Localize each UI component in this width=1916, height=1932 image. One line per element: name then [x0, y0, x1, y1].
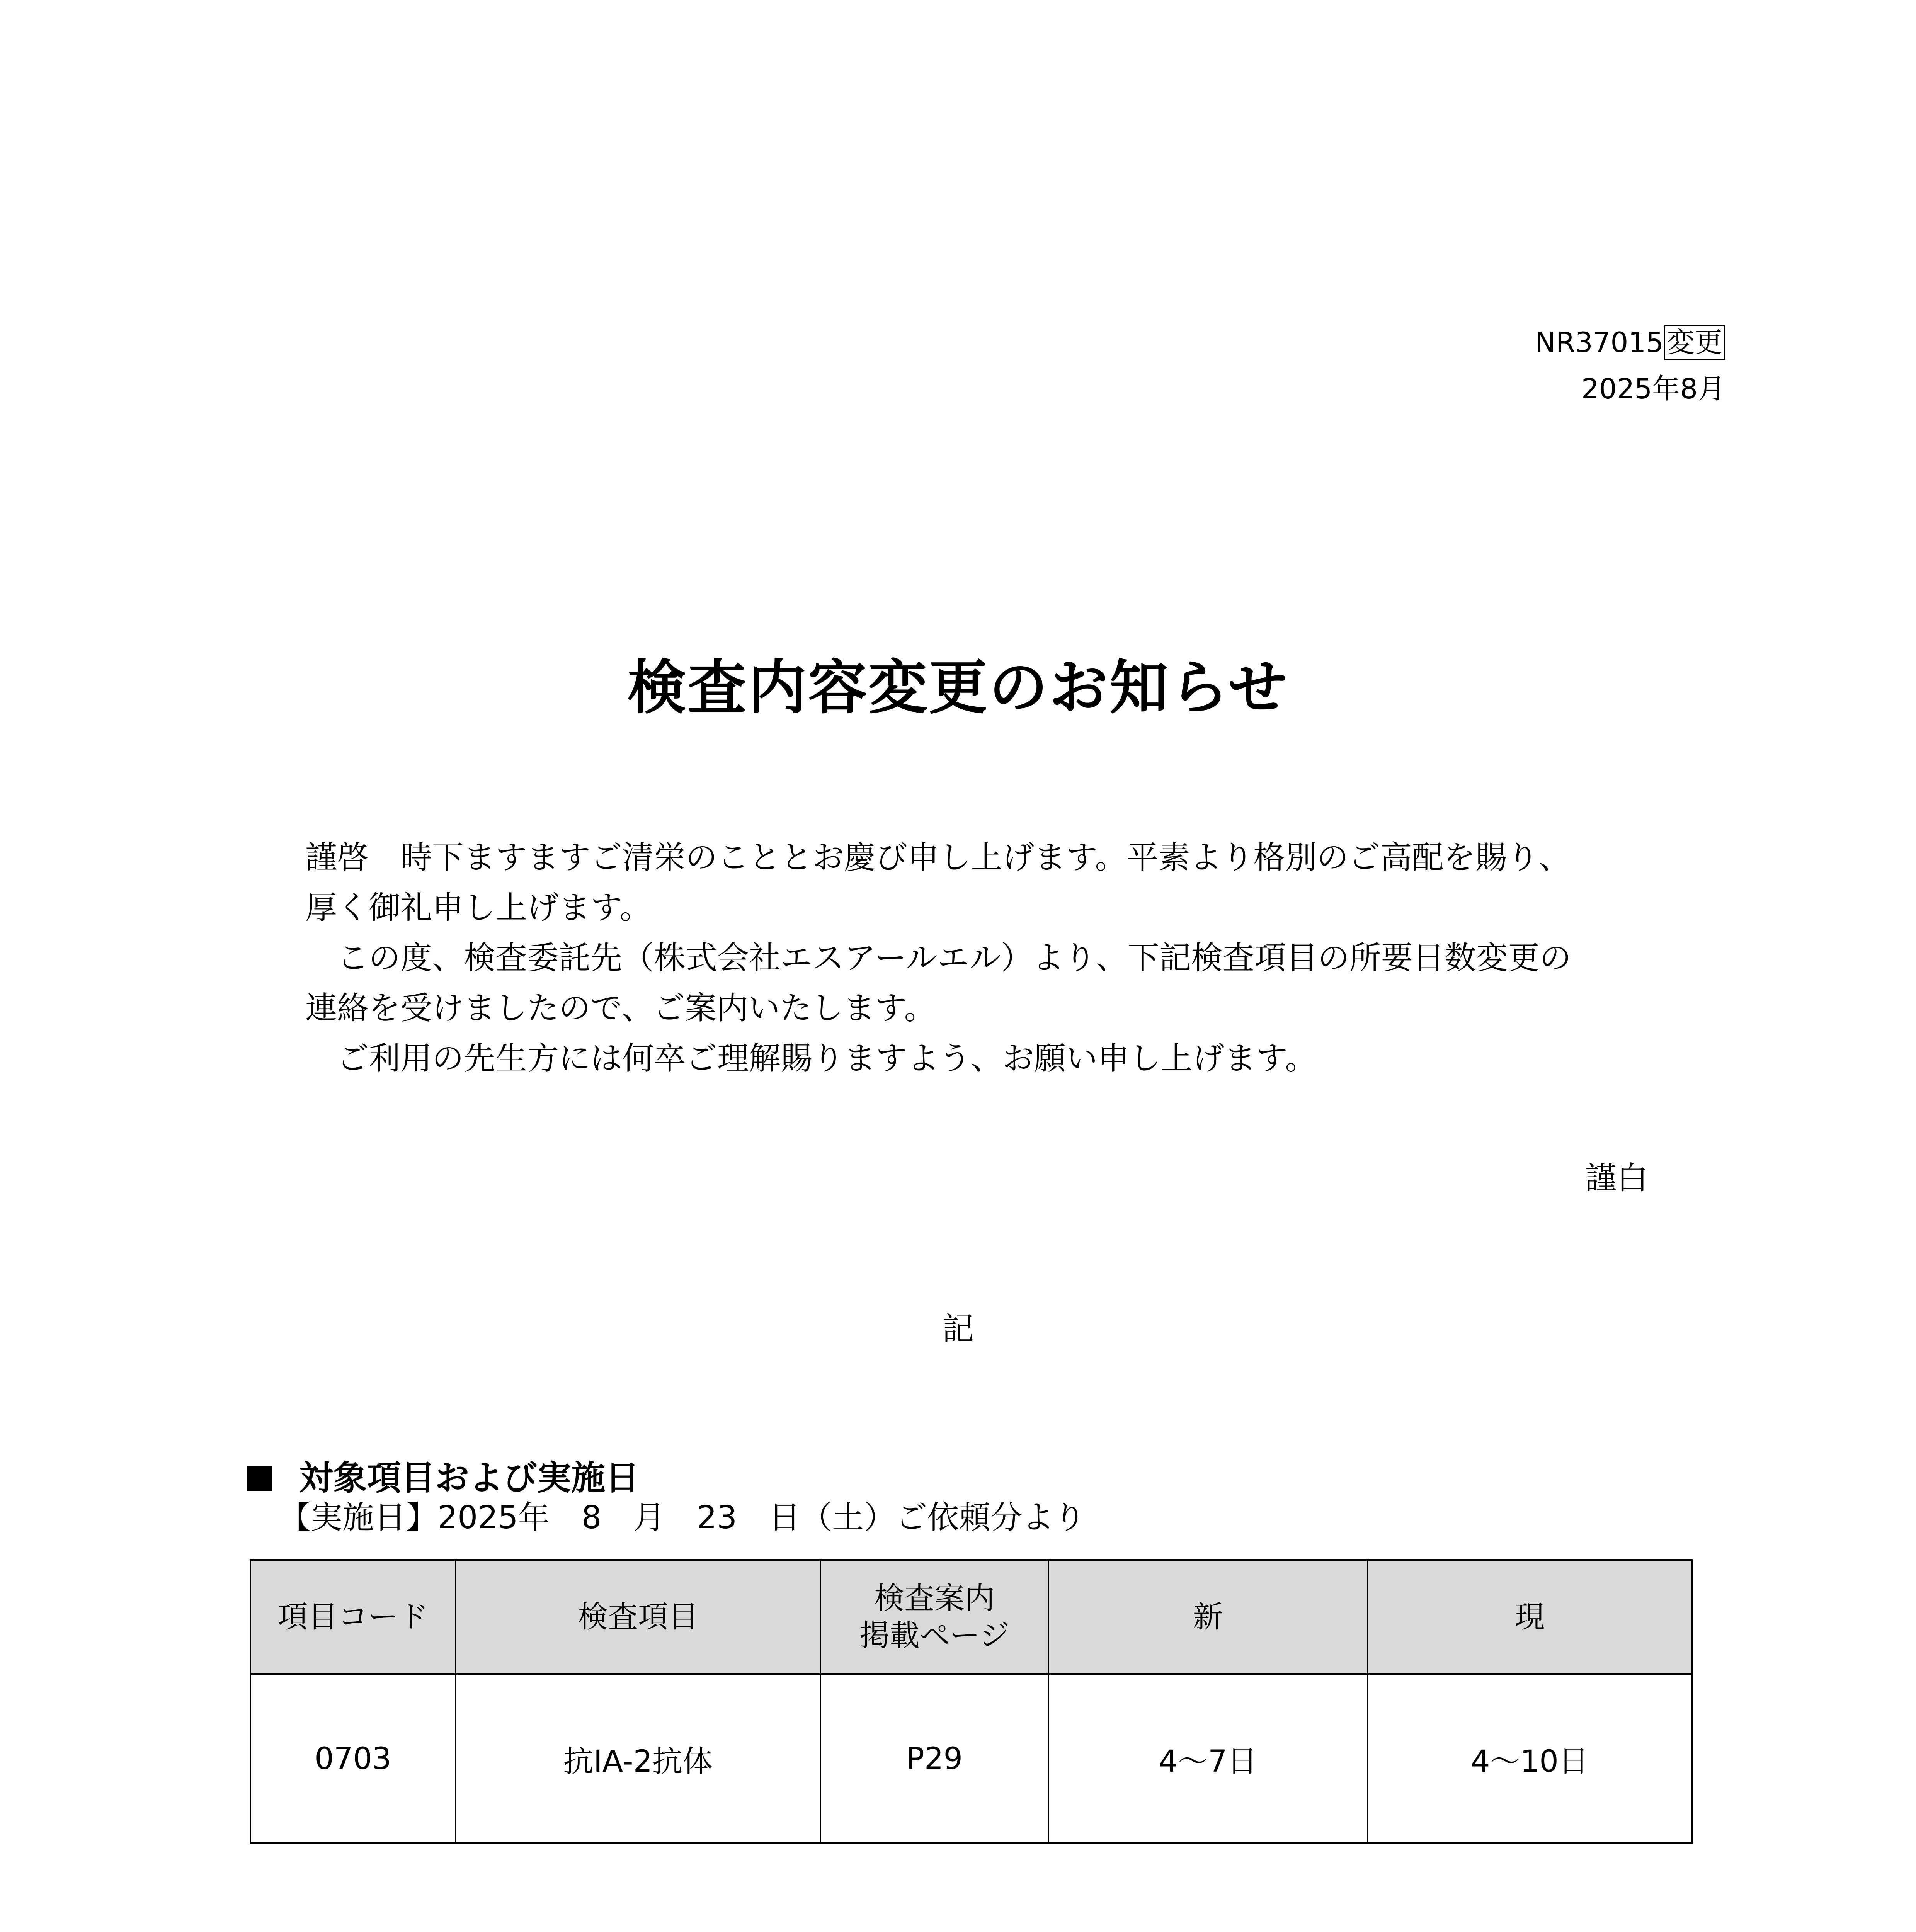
cell-code: 0703 — [250, 1674, 456, 1843]
body-line: 厚く御礼申し上げます。 — [305, 889, 652, 926]
header-code: 項目コード — [250, 1560, 456, 1674]
cell-current: 4～10日 — [1368, 1674, 1692, 1843]
document-code-number: NR37015 — [1535, 326, 1664, 359]
page-title: 検査内容変更のお知らせ — [627, 653, 1289, 722]
section-heading — [247, 1459, 639, 1497]
body-line: ご利用の先生方には何卒ご理解賜りますよう、お願い申し上げます。 — [337, 1040, 1317, 1077]
header-page — [820, 1560, 1048, 1674]
table-row — [250, 1674, 1692, 1843]
header-new: 新 — [1048, 1560, 1368, 1674]
section-heading-text: 対象項目および実施日 — [299, 1458, 640, 1498]
implementation-date: 【実施日】2025年 8 月 23 日（土）ご依頼分より — [279, 1499, 1086, 1536]
header-page-line1: 検査案内 — [874, 1581, 995, 1616]
header-current: 現 — [1368, 1560, 1692, 1674]
body-line: 謹啓 時下ますますご清栄のこととお慶び申し上げます。平素より格別のご高配を賜り、 — [305, 839, 1571, 876]
cell-item: 抗IA-2抗体 — [456, 1674, 820, 1843]
header-item: 検査項目 — [456, 1560, 820, 1674]
square-bullet-icon — [247, 1466, 272, 1491]
change-badge: 変更 — [1664, 325, 1725, 360]
header-page-line2: 掲載ページ — [859, 1618, 1010, 1653]
cell-new: 4～7日 — [1048, 1674, 1368, 1843]
document-date: 2025年8月 — [1581, 372, 1725, 405]
letter-body — [305, 833, 1658, 1084]
body-line: 連絡を受けましたので、ご案内いたします。 — [305, 990, 936, 1027]
ki-mark: 記 — [942, 1311, 974, 1347]
table-header-row — [250, 1560, 1692, 1674]
body-line: この度、検査委託先（株式会社エスアールエル）より、下記検査項目の所要日数変更の — [337, 940, 1571, 976]
closing-word: 謹白 — [1584, 1160, 1648, 1197]
cell-page: P29 — [820, 1674, 1048, 1843]
document-code — [1535, 324, 1725, 361]
items-table — [250, 1559, 1693, 1844]
